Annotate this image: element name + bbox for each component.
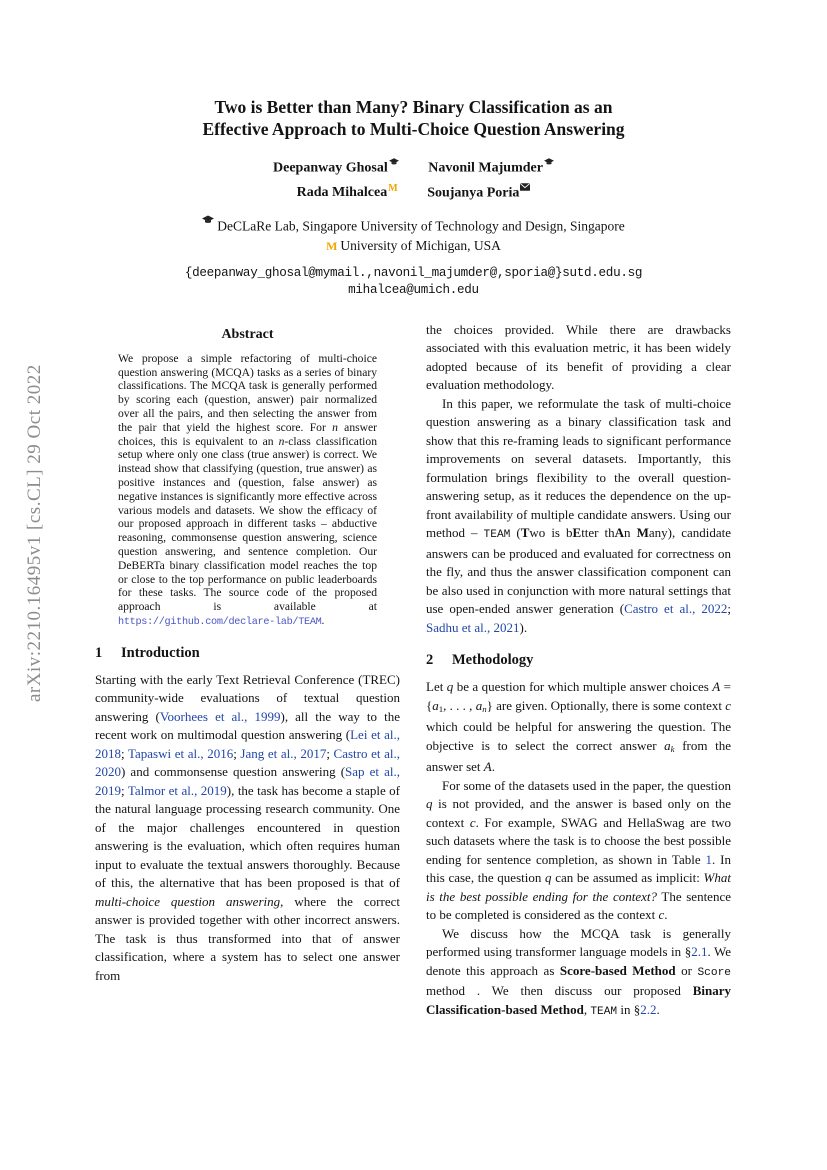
author-rada-mihalcea xyxy=(296,182,398,201)
school-icon xyxy=(389,158,399,166)
affiliation-sutd xyxy=(95,211,732,236)
text-segment: What is the best possible ending for the context? xyxy=(426,870,731,904)
affiliation-text: University of Michigan, USA xyxy=(340,237,501,253)
text-segment: which could be helpful for answering the question. The objective is to select the correct answer xyxy=(426,719,731,753)
text-segment: ; xyxy=(121,782,128,798)
abstract-heading: Abstract xyxy=(221,326,274,342)
text-segment: in § xyxy=(617,1001,641,1017)
text-segment: be a question for which multiple answer choices xyxy=(453,679,713,695)
text-segment: . In this case, the question xyxy=(426,851,731,886)
right-column xyxy=(426,321,731,1021)
author-name: Deepanway Ghosal xyxy=(273,160,388,176)
text-segment: ). xyxy=(519,619,528,635)
text-segment: For some of the datasets used in the paper, the question xyxy=(442,777,731,793)
text-segment: ; xyxy=(121,745,128,761)
citation-link[interactable]: Voorhees et al., 1999 xyxy=(159,708,281,724)
title-line-1: Two is Better than Many? Binary Classification as an xyxy=(214,97,613,117)
text-segment: T xyxy=(520,525,530,541)
text-segment: 1 xyxy=(438,703,444,714)
intro-paragraph-1 xyxy=(95,671,400,986)
methodology-paragraph-2 xyxy=(426,777,731,925)
methodology-paragraph-3 xyxy=(426,925,731,1022)
text-segment: n xyxy=(332,420,338,434)
author-deepanway-ghosal xyxy=(273,158,399,177)
section-number: 2 xyxy=(426,652,434,669)
text-segment: q xyxy=(426,796,433,812)
email-line-2[interactable]: mihalcea@umich.edu xyxy=(348,282,479,297)
text-segment: , . . . , xyxy=(443,697,476,713)
text-segment: TEAM xyxy=(483,529,511,542)
section-title: Methodology xyxy=(452,652,534,669)
text-segment: n xyxy=(482,703,487,714)
michigan-icon: M xyxy=(326,238,338,253)
author-navonil-majumder xyxy=(428,158,554,177)
citation-link[interactable]: Castro et al., 2022 xyxy=(624,601,728,617)
text-segment: -class classification setup where only one class (true answer) is correct. We instead show that classifying (question, true answer) as positive instances and (question, false answer) as negative instances is significantly more effective across various models and datasets. We show the efficacy of our proposed approach in different tasks – abductive reasoning, commonsense question answering, science question answering, and sentence completion. Our DeBERTa binary classification model reaches the top or close to the top performance on public leaderboards for these tasks. The source code of the proposed approach is available at xyxy=(118,434,377,614)
michigan-icon: M xyxy=(388,182,398,194)
paper-content xyxy=(95,0,732,1021)
text-segment: ; xyxy=(727,601,731,617)
text-segment: M xyxy=(636,525,649,541)
citation-link[interactable]: 1 xyxy=(705,851,713,867)
text-segment: c xyxy=(658,907,665,923)
text-segment: . xyxy=(491,759,495,775)
text-segment: q xyxy=(545,870,552,886)
text-segment: n xyxy=(278,434,285,448)
text-segment: = { xyxy=(426,679,731,713)
text-segment: a xyxy=(475,697,483,713)
text-segment: A xyxy=(483,759,492,775)
author-name: Navonil Majumder xyxy=(428,160,543,176)
text-segment: } are given. Optionally, there is some context xyxy=(486,697,726,713)
text-segment: The sentence to be completed is considered as the context xyxy=(426,888,731,923)
text-segment: n xyxy=(624,525,637,541)
text-segment: a xyxy=(664,737,671,753)
affiliation-text: DeCLaRe Lab, Singapore University of Technology and Design, Singapore xyxy=(217,218,625,234)
email-line-1[interactable]: {deepanway_ghosal@mymail.,navonil_majumder@,sporia@}sutd.edu.sg xyxy=(184,265,643,280)
text-segment: ) and commonsense question answering ( xyxy=(121,764,346,780)
citation-link[interactable]: Tapaswi et al., 2016 xyxy=(127,745,234,761)
text-segment: c xyxy=(725,697,732,713)
citation-link[interactable]: Sap et al., 2019 xyxy=(95,764,401,798)
author-name: Soujanya Poria xyxy=(427,185,520,201)
citation-link[interactable]: 2.2 xyxy=(640,1001,657,1017)
text-segment: multi-choice question answering xyxy=(95,893,281,909)
citation-link[interactable]: Jang et al., 2017 xyxy=(240,745,327,761)
envelope-icon xyxy=(520,183,530,191)
text-segment: In this paper, we reformulate the task of multi-choice question answering as a binary classification task and show that this re-framing leads to significant performance improvements on several datasets. Importantly, this formulation brings flexibility to the overall question-answering setup, as it reduces the dependence on the up-front availability of multiple candidate answers. Using our method – xyxy=(426,395,731,541)
text-segment: a xyxy=(432,697,439,713)
text-segment: c xyxy=(469,814,476,830)
citation-link[interactable]: Sadhu et al., 2021 xyxy=(426,619,520,635)
text-segment: We propose a simple refactoring of multi-choice question answering (MCQA) tasks as a series of binary classifications. The MCQA task is generally performed by scoring each (question, answer) pair normalized over all the pairs, and then selecting the answer from the pair that yield the highest score. For xyxy=(118,351,377,434)
text-segment: . xyxy=(664,907,668,923)
text-segment: , xyxy=(583,1001,591,1017)
text-segment: ; xyxy=(233,745,241,761)
text-segment: . xyxy=(321,613,325,627)
text-segment: A xyxy=(614,525,625,541)
text-segment: method . We then discuss our proposed xyxy=(426,983,693,999)
text-segment: . xyxy=(656,1001,660,1017)
two-column-body xyxy=(95,321,732,1021)
text-segment: Starting with the early Text Retrieval Conference (TREC) community-wide evaluations of textual question answering ( xyxy=(95,671,400,724)
text-segment: ), all the way to the recent work on multimodal question answering ( xyxy=(95,708,401,743)
text-segment: Let xyxy=(426,679,447,695)
abstract-text xyxy=(95,352,400,630)
citation-link[interactable]: Castro et al., 2020 xyxy=(95,745,400,780)
text-segment: We discuss how the MCQA task is generally performed using transformer language models in § xyxy=(426,925,731,960)
title-line-2: Effective Approach to Multi-Choice Question Answering xyxy=(202,119,625,139)
author-row-1 xyxy=(95,158,732,177)
text-segment: A xyxy=(712,679,721,695)
text-segment: any), candidate answers can be produced and evaluated for correctness on the fly, and thus the answer classification component can be also used in conjunction with more natural settings that use open-ended answer generation ( xyxy=(426,525,732,617)
text-segment: ), the task has become a staple of the natural language processing research community. One of the major challenges encountered in question answering is the evaluation, which often requires human input to evaluate the textual answers thoroughly. Because of this, the alternative that has been proposed is that of xyxy=(95,782,400,891)
text-segment: or xyxy=(675,962,698,978)
paper-title xyxy=(95,96,732,140)
author-soujanya-poria xyxy=(427,183,530,202)
text-segment: TEAM xyxy=(590,1005,618,1018)
section-heading-methodology xyxy=(426,652,731,669)
text-segment: from the answer set xyxy=(426,737,731,775)
text-segment: , where the correct answer is provided together with other incorrect answers. The task is thus transformed into that of answer classification, where a system has to select one answer from xyxy=(95,893,400,983)
author-name: Rada Mihalcea xyxy=(296,185,388,201)
section-heading-introduction xyxy=(95,645,400,662)
author-row-2 xyxy=(95,183,732,202)
text-segment: the choices provided. While there are drawbacks associated with this evaluation metric, it has been widely adopted because of its benefit of providing a clear evaluation methodology. xyxy=(426,321,731,393)
citation-link[interactable]: 2.1 xyxy=(691,944,708,960)
text-segment: . For example, SWAG and HellaSwag are two such datasets where the task is to choose the best possible ending for sentence completion, as shown in Table xyxy=(426,814,732,867)
affiliation-block xyxy=(95,211,732,256)
arxiv-watermark: arXiv:2210.16495v1 [cs.CL] 29 Oct 2022 xyxy=(24,364,45,702)
affiliation-michigan xyxy=(95,236,732,256)
author-block xyxy=(95,158,732,201)
left-column xyxy=(95,321,400,1021)
text-segment: Score xyxy=(697,966,731,979)
text-segment: wo is b xyxy=(529,525,573,541)
text-segment: . We denote this approach as xyxy=(426,944,731,978)
text-segment: q xyxy=(446,679,454,695)
text-segment: can be assumed as implicit: xyxy=(551,870,704,886)
text-segment: Binary Classification-based Method xyxy=(426,983,731,1017)
section-title: Introduction xyxy=(121,644,200,661)
text-segment: ( xyxy=(510,525,521,541)
text-segment: k xyxy=(670,743,675,754)
school-icon xyxy=(202,211,214,230)
text-segment: E xyxy=(572,525,582,541)
citation-link[interactable]: Talmor et al., 2019 xyxy=(127,782,227,798)
text-segment: tter th xyxy=(581,525,615,541)
text-segment: answer choices, this is equivalent to an xyxy=(118,420,378,448)
text-segment: ; xyxy=(326,745,334,761)
section-number: 1 xyxy=(95,644,103,661)
text-segment: Score-based Method xyxy=(559,962,676,978)
intro-paragraph-2 xyxy=(426,395,731,638)
intro-paragraph-continuation xyxy=(426,321,731,395)
citation-link[interactable]: Lei et al., 2018 xyxy=(95,727,400,761)
email-block xyxy=(95,265,732,299)
text-segment: is not provided, and the answer is based only on the context xyxy=(426,796,731,830)
hyperlink[interactable]: https://github.com/declare-lab/TEAM xyxy=(118,616,322,628)
methodology-paragraph-1 xyxy=(426,678,731,776)
school-icon xyxy=(544,158,554,166)
